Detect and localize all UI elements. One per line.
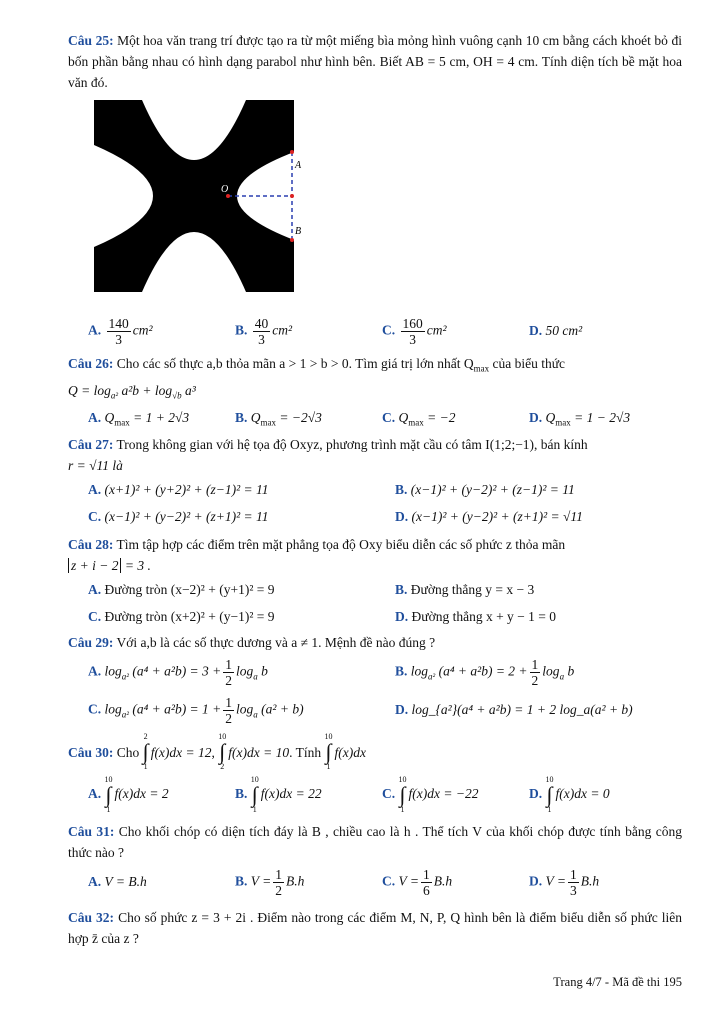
question-31-text: Cho khối chóp có diện tích đáy là B , chiều cao là h . Thể tích V của khối chóp được tính bằng công thức nào ? xyxy=(68,824,682,861)
question-27 xyxy=(68,434,682,476)
question-26-formula-rest: a²b + log xyxy=(118,382,173,398)
option-c[interactable]: C. (x−1)² + (y−2)² + (z+1)² = 11 xyxy=(88,508,269,524)
question-28 xyxy=(68,534,682,576)
question-26-formula-tail: a³ xyxy=(181,382,196,398)
question-27-options-row2 xyxy=(68,503,682,530)
question-26-head: Câu 26: xyxy=(68,356,114,371)
question-30-intro: Cho xyxy=(116,744,140,760)
integral-1: f(x)dx = 12 xyxy=(150,744,212,760)
option-d[interactable]: D. (x−1)² + (y−2)² + (z+1)² = √11 xyxy=(395,508,583,524)
label-a: A xyxy=(295,160,302,171)
option-d[interactable]: D. V = $\frac{1}{3}$ B.h xyxy=(529,866,600,898)
option-a[interactable]: A. $Q_{max} = 1 + 2√3$ xyxy=(88,409,190,428)
question-32-head: Câu 32: xyxy=(68,910,115,926)
question-28-abs: z + i − 2 xyxy=(68,558,121,573)
question-28-tail: = 3 . xyxy=(121,558,151,574)
question-26-tail: của biểu thức xyxy=(489,356,566,371)
option-d[interactable]: D. $Q_{max} = 1 - 2√3$ xyxy=(529,409,631,428)
option-a[interactable]: A. Đường tròn (x−2)² + (y+1)² = 9 xyxy=(88,581,275,597)
option-b[interactable]: B. $Q_{max} = -2√3$ xyxy=(235,409,322,428)
option-c[interactable]: C. V = $\frac{1}{6}$ B.h xyxy=(382,866,453,898)
integral-icon: 10 ∫ 2 xyxy=(218,732,227,772)
question-26-text: Cho các số thực a,b thỏa mãn a > 1 > b > 0. Tìm giá trị lớn nhất Q xyxy=(116,356,474,371)
option-c[interactable]: C. $Q_{max} = -2$ xyxy=(382,409,456,428)
option-a[interactable]: A. V = B.h xyxy=(88,874,147,890)
option-a[interactable]: A. $\frac{140}{3}$ cm² xyxy=(88,315,153,347)
question-30-ask: . Tính xyxy=(289,744,322,760)
question-31-options xyxy=(68,863,682,901)
integral-2: f(x)dx = 10 xyxy=(228,744,290,760)
question-29-options-row1 xyxy=(68,653,682,691)
question-32-text: Cho số phức z = 3 + 2i . Điểm nào trong các điểm M, N, P, Q hình bên là điểm biểu diễn số phức liên hợp z̄ của z ? xyxy=(68,910,683,947)
integral-icon: 2 ∫ 1 xyxy=(142,732,149,772)
question-31 xyxy=(68,821,682,863)
label-b: B xyxy=(295,226,302,237)
question-25 xyxy=(68,30,682,93)
question-29 xyxy=(68,632,682,653)
integral-3: f(x)dx xyxy=(334,744,366,760)
question-28-options-row1 xyxy=(68,576,682,603)
question-27-head: Câu 27: xyxy=(68,437,114,453)
question-27-line2: r = √11 là xyxy=(68,458,123,474)
option-b[interactable]: B. (x−1)² + (y−2)² + (z−1)² = 11 xyxy=(395,481,575,497)
label-h: H xyxy=(277,184,285,195)
option-b[interactable]: B. 10 ∫ 1 f(x)dx = 22 xyxy=(235,775,322,815)
question-25-head: Câu 25: xyxy=(68,33,114,48)
option-b[interactable]: B. Đường thẳng y = x − 3 xyxy=(395,581,535,597)
question-28-text: Tìm tập hợp các điểm trên mặt phẳng tọa độ Oxy biểu diễn các số phức z thỏa mãn xyxy=(116,537,566,553)
question-31-head: Câu 31: xyxy=(68,824,115,840)
question-28-head: Câu 28: xyxy=(68,537,114,553)
question-27-options-row1 xyxy=(68,476,682,503)
option-d[interactable]: D. 10 ∫ 1 f(x)dx = 0 xyxy=(529,775,610,815)
integral-icon: 10 ∫ 1 xyxy=(324,732,333,772)
parabola-pattern-figure xyxy=(94,100,304,292)
question-27-text: Trong không gian với hệ tọa độ Oxyz, phương trình mặt cầu có tâm I(1;2;−1), bán kính xyxy=(116,437,588,453)
option-a[interactable]: A. 10 ∫ 1 f(x)dx = 2 xyxy=(88,775,169,815)
question-25-options xyxy=(68,313,682,349)
question-25-text: Một hoa văn trang trí được tạo ra từ một miếng bìa mỏng hình vuông cạnh 10 cm bằng cách khoét bỏ đi bốn phần bằng nhau có hình dạng parabol như hình bên. Biết AB = 5 cm, OH = 4 cm. Tính diện tích bề mặt hoa văn đó. xyxy=(68,33,682,90)
option-c[interactable]: C. 10 ∫ 1 f(x)dx = −22 xyxy=(382,775,479,815)
option-a[interactable]: A. (x+1)² + (y+2)² + (z−1)² = 11 xyxy=(88,481,269,497)
option-d[interactable]: D. log_{a²}(a⁴ + a²b) = 1 + 2 log_a(a² + b) xyxy=(395,702,633,718)
question-29-head: Câu 29: xyxy=(68,635,114,651)
question-29-options-row2 xyxy=(68,691,682,729)
option-c[interactable]: C. $\frac{160}{3}$ cm² xyxy=(382,315,447,347)
question-30: Câu 30: Cho 2 ∫ 1 f(x)dx = 12 , 10 ∫ 2 f(x)dx = 10 . Tính 10 ∫ 1 f(x)dx xyxy=(68,732,366,772)
question-32 xyxy=(68,907,682,949)
question-26-formula: Q = log xyxy=(68,382,111,398)
question-29-text: Với a,b là các số thực dương và a ≠ 1. Mệnh đề nào đúng ? xyxy=(116,635,436,651)
option-b[interactable]: B. V = $\frac{1}{2}$ B.h xyxy=(235,866,305,898)
option-d[interactable]: D. 50 cm² xyxy=(529,323,583,338)
question-26-options xyxy=(68,406,682,430)
option-d[interactable]: D. Đường thẳng x + y − 1 = 0 xyxy=(395,608,557,624)
option-c[interactable]: C. Đường tròn (x+2)² + (y−1)² = 9 xyxy=(88,608,275,624)
option-a[interactable]: A. $\log_{a^2} (a^4 + a^2b) = 3$ + $\frac{1}{2}$ $\log_a b$ xyxy=(88,656,268,688)
label-o: O xyxy=(221,184,229,195)
question-30-options xyxy=(68,773,682,817)
question-28-options-row2 xyxy=(68,603,682,630)
option-c[interactable]: C. $\log_{a^2} (a^4 + a^2b) = 1$ + $\frac{1}{2}$ $\log_a (a^2 + b)$ xyxy=(88,694,304,726)
question-30-head: Câu 30: xyxy=(68,744,114,760)
qmax-sub: max xyxy=(473,363,490,374)
question-26: Câu 26: Cho các số thực a,b thỏa mãn a > 1 > b > 0. Tìm giá trị lớn nhất $Q_{max}$ của biểu thức $Q = \log_{a^2} a^2b + \log_{√b} a^3$ xyxy=(68,356,566,401)
option-b[interactable]: B. $\frac{40}{3}$ cm² xyxy=(235,315,293,347)
option-b[interactable]: B. $\log_{a^2} (a^4 + a^2b) = 2$ + $\frac{1}{2}$ $\log_a b$ xyxy=(395,656,575,688)
page-footer: Trang 4/7 - Mã đề thi 195 xyxy=(553,975,682,989)
